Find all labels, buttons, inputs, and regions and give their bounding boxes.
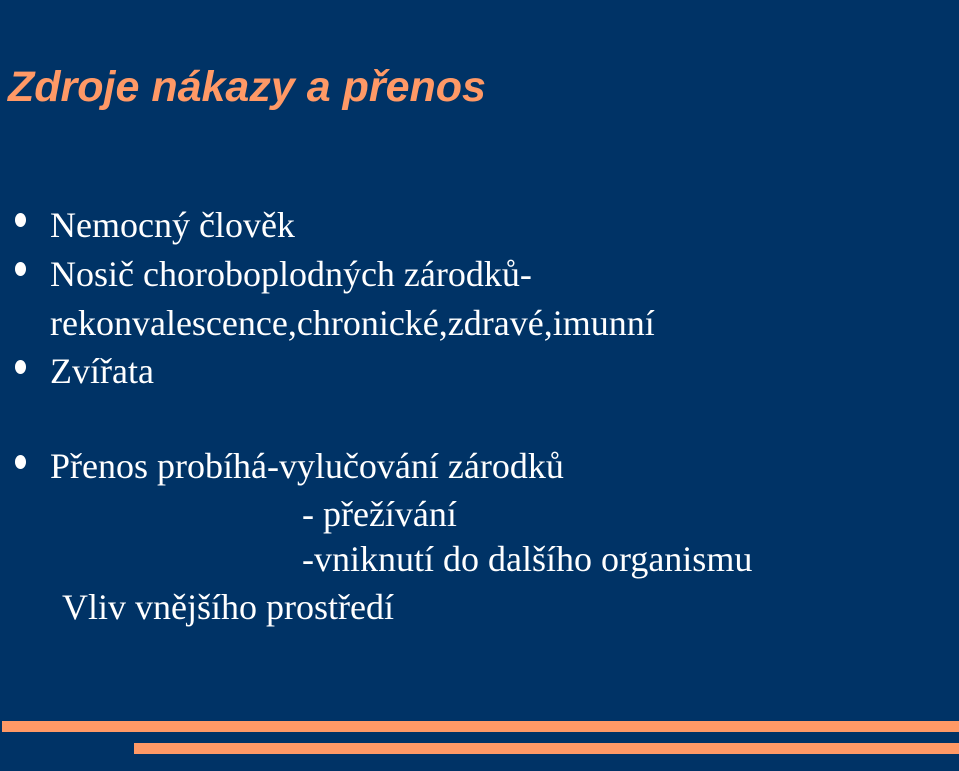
bullet-1-line-1: Nemocný člověk [50, 205, 295, 245]
bullet-4-line-1: Přenos probíhá-vylučování zárodků [50, 446, 564, 486]
bullet-dot-3 [15, 360, 26, 374]
bullet-2-line-2: rekonvalescence,chronické,zdravé,imunní [50, 303, 655, 343]
bullet-4-line-3: -vniknutí do dalšího organismu [302, 539, 753, 579]
plain-line: Vliv vnějšího prostředí [62, 587, 394, 627]
bullet-4-line-2: - přežívání [302, 494, 457, 534]
bullet-dot-1 [15, 213, 26, 227]
bullet-dot-4 [15, 455, 26, 469]
accent-rule-top [2, 721, 959, 732]
slide-title: Zdroje nákazy a přenos [8, 63, 486, 111]
bullet-3-line-1: Zvířata [50, 351, 154, 391]
accent-rule-bottom [134, 743, 959, 754]
bullet-dot-2 [15, 262, 26, 276]
bullet-2-line-1: Nosič choroboplodných zárodků- [50, 254, 532, 294]
